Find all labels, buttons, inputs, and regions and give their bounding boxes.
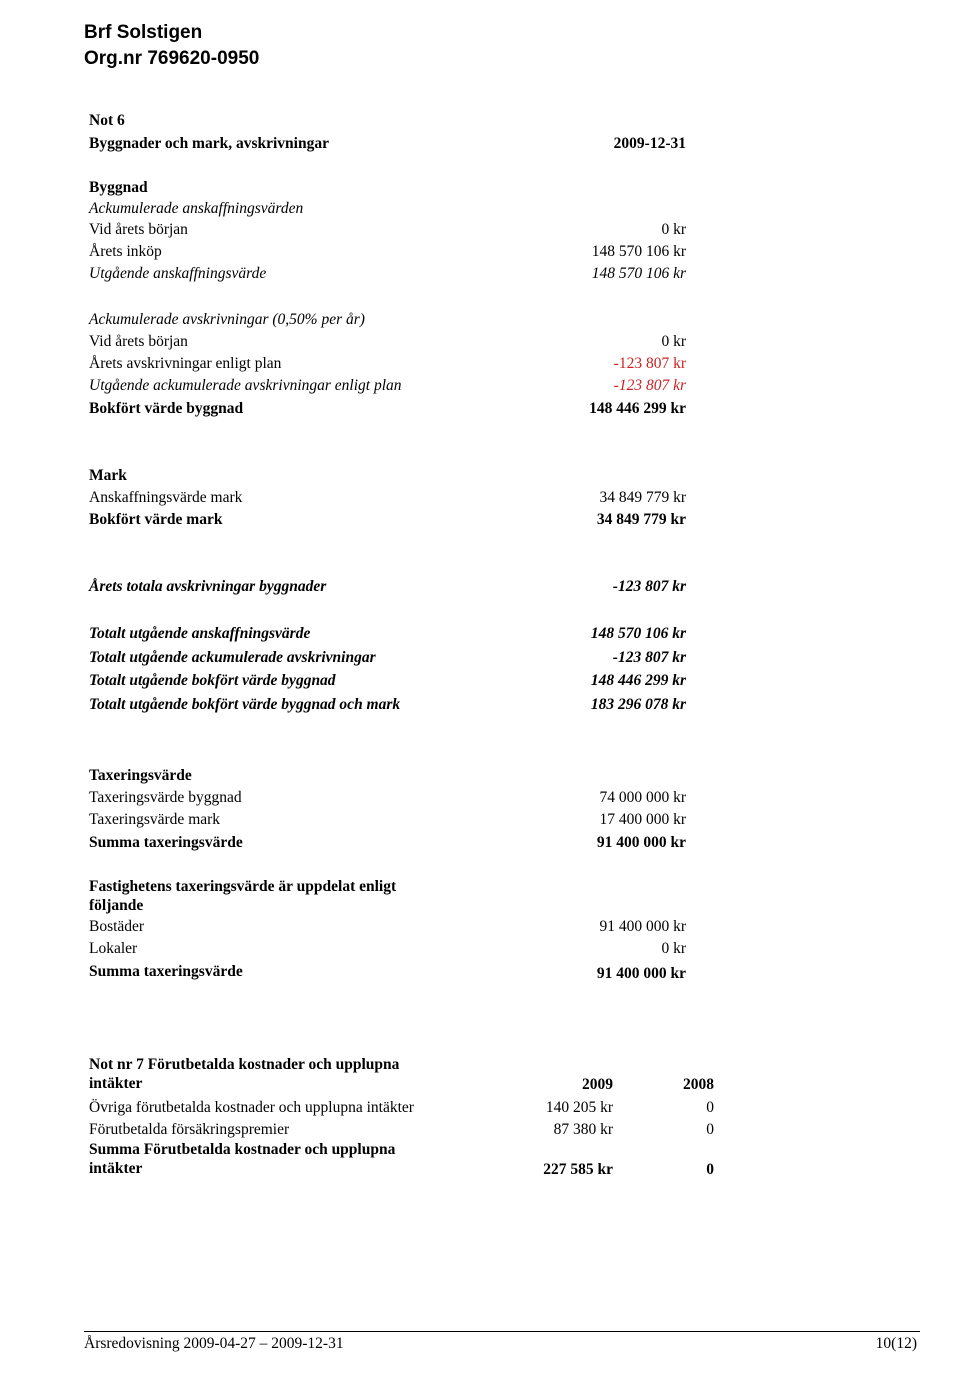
- dep-year-label: Årets avskrivningar enligt plan: [89, 355, 282, 372]
- note6-heading: Byggnader och mark, avskrivningar: [89, 135, 329, 152]
- footer-report: Årsredovisning 2009-04-27 – 2009-12-31: [84, 1335, 344, 1352]
- note7-row-2008: 0: [706, 1099, 714, 1116]
- tax-building-label: Taxeringsvärde byggnad: [89, 789, 242, 806]
- tax-sum-label: Summa taxeringsvärde: [89, 834, 243, 851]
- dep-start-value: 0 kr: [661, 333, 686, 350]
- total-acq-value: 148 570 106 kr: [590, 625, 686, 642]
- acq-out-label: Utgående anskaffningsvärde: [89, 265, 267, 282]
- tax-land-value: 17 400 000 kr: [599, 811, 686, 828]
- total-acq-label: Totalt utgående anskaffningsvärde: [89, 625, 311, 642]
- note6-date: 2009-12-31: [613, 135, 686, 152]
- note7-row-2009: 87 380 kr: [553, 1121, 613, 1138]
- note7-title: Not nr 7 Förutbetalda kostnader och upplupna intäkter: [89, 1056, 400, 1092]
- note7-row-2008: 0: [706, 1121, 714, 1138]
- tax-sum-value: 91 400 000 kr: [596, 834, 686, 851]
- acq-start-label: Vid årets början: [89, 221, 188, 238]
- tax-sum2-value: 91 400 000 kr: [596, 965, 686, 982]
- housing-label: Bostäder: [89, 918, 145, 935]
- acq-values-title: Ackumulerade anskaffningsvärden: [89, 200, 304, 217]
- mark-acq-label: Anskaffningsvärde mark: [89, 489, 243, 506]
- byggnad-title: Byggnad: [89, 179, 148, 196]
- mark-acq-value: 34 849 779 kr: [599, 489, 686, 506]
- dep-start-label: Vid årets början: [89, 333, 188, 350]
- tax-sum2-label: Summa taxeringsvärde: [89, 963, 243, 980]
- note7-col-2008: 2008: [683, 1076, 714, 1093]
- premises-value: 0 kr: [661, 940, 686, 957]
- total-year-dep-label: Årets totala avskrivningar byggnader: [89, 578, 327, 595]
- note7-col-2009: 2009: [582, 1076, 613, 1093]
- dep-title: Ackumulerade avskrivningar (0,50% per år): [89, 311, 365, 328]
- note7-sum-label: Summa Förutbetalda kostnader och upplupna intäkter: [89, 1141, 396, 1177]
- note7-sum-2009: 227 585 kr: [543, 1161, 613, 1178]
- dep-year-value: -123 807 kr: [613, 355, 686, 372]
- housing-value: 91 400 000 kr: [599, 918, 686, 935]
- total-book-building-label: Totalt utgående bokfört värde byggnad: [89, 672, 336, 689]
- tax-land-label: Taxeringsvärde mark: [89, 811, 221, 828]
- total-book-all-value: 183 296 078 kr: [590, 696, 686, 713]
- tax-split-title: Fastighetens taxeringsvärde är uppdelat enligt följande: [89, 878, 397, 914]
- mark-book-label: Bokfört värde mark: [89, 511, 223, 528]
- note7-row-label: Övriga förutbetalda kostnader och upplupna intäkter: [89, 1099, 414, 1116]
- note7-row-label: Förutbetalda försäkringspremier: [89, 1121, 290, 1138]
- tax-building-value: 74 000 000 kr: [599, 789, 686, 806]
- purchase-label: Årets inköp: [89, 243, 162, 260]
- footer-page: 10(12): [875, 1335, 917, 1352]
- total-book-building-value: 148 446 299 kr: [590, 672, 686, 689]
- book-building-value: 148 446 299 kr: [589, 400, 686, 417]
- acq-start-value: 0 kr: [661, 221, 686, 238]
- org-name: Brf Solstigen: [84, 22, 203, 43]
- dep-out-value: -123 807 kr: [613, 377, 686, 394]
- premises-label: Lokaler: [89, 940, 138, 957]
- total-acc-dep-value: -123 807 kr: [612, 649, 686, 666]
- book-building-label: Bokfört värde byggnad: [89, 400, 244, 417]
- mark-book-value: 34 849 779 kr: [596, 511, 686, 528]
- dep-out-label: Utgående ackumulerade avskrivningar enligt plan: [89, 377, 402, 394]
- total-acc-dep-label: Totalt utgående ackumulerade avskrivningar: [89, 649, 376, 666]
- note6-title: Not 6: [89, 112, 125, 129]
- total-book-all-label: Totalt utgående bokfört värde byggnad och mark: [89, 696, 401, 713]
- purchase-value: 148 570 106 kr: [591, 243, 686, 260]
- tax-title: Taxeringsvärde: [89, 767, 192, 784]
- note7-row-2009: 140 205 kr: [545, 1099, 613, 1116]
- footer-divider: [84, 1331, 920, 1332]
- acq-out-value: 148 570 106 kr: [591, 265, 686, 282]
- org-number: Org.nr 769620-0950: [84, 48, 260, 69]
- note7-sum-2008: 0: [706, 1161, 714, 1178]
- mark-title: Mark: [89, 467, 127, 484]
- total-year-dep-value: -123 807 kr: [612, 578, 686, 595]
